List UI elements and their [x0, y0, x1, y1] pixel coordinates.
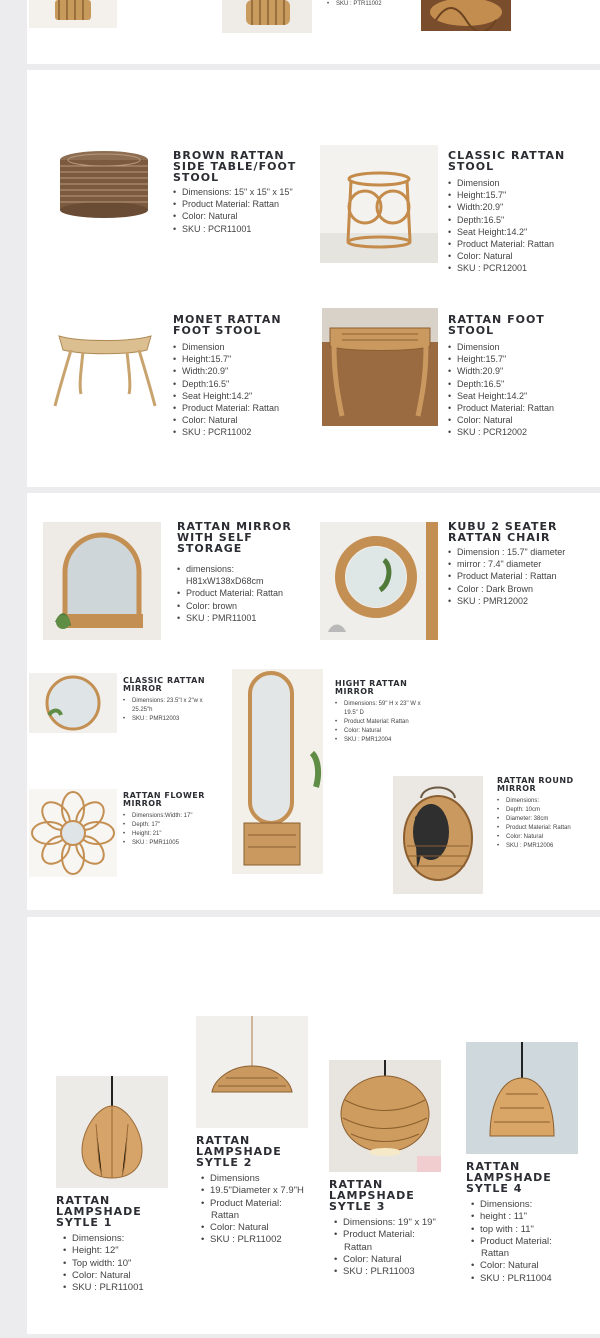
- product-image-rattan-foot-stool: [322, 308, 438, 426]
- product-image-stool-partial-3: [421, 0, 511, 31]
- product-specs: [334, 1217, 436, 1278]
- product-rattan-round-mirror: [497, 777, 581, 851]
- spec-item: • Depth: 10cm: [497, 806, 581, 815]
- spec-item: • Depth:16.5": [173, 378, 283, 390]
- product-specs: [173, 341, 283, 439]
- product-image-brown-rattan-side-table: [55, 148, 153, 220]
- spec-item: • Color: Natural: [63, 1270, 146, 1282]
- spec-item: • Dimension : 15.7" diameter: [448, 546, 565, 558]
- product-lampshade-style-2: [196, 1135, 304, 1247]
- spec-item: • SKU : PMR12003: [123, 715, 215, 724]
- product-title: RATTAN FOOT STOOL: [448, 313, 545, 337]
- spec-item: • mirror : 7.4" diameter: [448, 558, 565, 570]
- product-title: RATTAN FLOWER MIRROR: [123, 791, 205, 808]
- spec-item: • Product Material:: [471, 1236, 556, 1248]
- spec-item: • Dimensions: 23.5"l x 2"w x 25.25"h: [123, 697, 215, 715]
- catalog-page-stools: [27, 70, 600, 487]
- spec-item: • Color: Natural: [497, 833, 581, 842]
- spec-item: • Height:15.7": [448, 189, 568, 201]
- spec-item: • Product Material: Rattan: [177, 587, 317, 599]
- spec-item: • 19.5"Diameter x 7.9"H: [201, 1185, 304, 1197]
- product-specs: [448, 177, 568, 275]
- spec-item: • Width:20.9": [173, 365, 283, 377]
- spec-item: • Dimensions:: [497, 797, 581, 806]
- spec-item: • SKU : PMR12002: [448, 595, 565, 607]
- product-image-lampshade-style-4: [466, 1042, 578, 1154]
- spec-item: • Height: 12": [63, 1245, 146, 1257]
- spec-item: • SKU : PCR12002: [448, 426, 558, 438]
- product-specs: [335, 700, 435, 745]
- spec-item: • Color: Natural: [334, 1254, 436, 1266]
- spec-item: • SKU : PCR12001: [448, 262, 568, 274]
- spec-item: Rattan: [344, 1241, 372, 1253]
- spec-item: • Product Material: Rattan: [335, 718, 435, 727]
- spec-item: • Width:20.9": [448, 201, 568, 213]
- spec-item: • SKU : PMR11005: [123, 839, 207, 848]
- product-title: RATTAN LAMPSHADE SYTLE 2: [196, 1134, 282, 1169]
- spec-item: • Color: Natural: [448, 250, 568, 262]
- product-title: RATTAN LAMPSHADE SYTLE 4: [466, 1160, 552, 1195]
- catalog-page-lampshades: [27, 917, 600, 1334]
- spec-item: • SKU : PCR11002: [173, 426, 283, 438]
- spec-item: • Dimensions:: [63, 1233, 146, 1245]
- product-monet-rattan-foot-stool: [173, 314, 283, 439]
- product-title: KUBU 2 SEATER RATTAN CHAIR: [448, 520, 558, 544]
- spec-item: • SKU : PLR11004: [471, 1273, 556, 1285]
- product-image-rattan-flower-mirror: [29, 789, 117, 877]
- sku-fragment: • SKU : PTR11002: [327, 0, 382, 9]
- product-specs: [448, 341, 558, 439]
- product-specs: [123, 697, 215, 724]
- spec-item: H81xW138xD68cm: [186, 576, 264, 587]
- product-image-lampshade-style-3: [329, 1060, 441, 1172]
- spec-item: • Product Material : Rattan: [448, 570, 565, 582]
- product-image-stool-partial-1: [29, 0, 117, 28]
- product-title: RATTAN LAMPSHADE SYTLE 1: [56, 1194, 142, 1229]
- product-image-lampshade-style-2: [196, 1016, 308, 1128]
- spec-item: • Product Material: Rattan: [497, 824, 581, 833]
- product-specs: [63, 1233, 146, 1294]
- product-title: CLASSIC RATTAN MIRROR: [123, 676, 206, 693]
- spec-item: • SKU : PMR12004: [335, 736, 435, 745]
- spec-item: • Dimensions:: [471, 1199, 556, 1211]
- spec-item: • Product Material: Rattan: [448, 402, 558, 414]
- product-image-kubu-mirror: [320, 522, 438, 640]
- spec-item: • Dimensions: 59" H x 23" W x 19.5" D: [335, 700, 435, 718]
- spec-item: • Dimensions:Width: 17": [123, 812, 207, 821]
- spec-item: • Product Material: Rattan: [448, 238, 568, 250]
- product-kubu-2-seater: [448, 521, 565, 607]
- product-hight-rattan-mirror: [335, 680, 435, 745]
- product-image-rattan-mirror-self-storage: [43, 522, 161, 640]
- spec-item: • Height:15.7": [173, 353, 283, 365]
- product-title: RATTAN LAMPSHADE SYTLE 3: [329, 1178, 415, 1213]
- spec-item: • Dimensions: 15" x 15" x 15": [173, 186, 297, 198]
- product-image-classic-rattan-mirror: [29, 673, 117, 733]
- product-classic-rattan-mirror: [123, 677, 215, 724]
- spec-item: • Dimension: [448, 177, 568, 189]
- product-lampshade-style-1: [56, 1195, 146, 1294]
- product-specs: [201, 1173, 304, 1247]
- spec-item: • Color: brown: [177, 600, 317, 612]
- spec-item: Rattan: [211, 1209, 239, 1221]
- product-specs: [177, 563, 317, 624]
- spec-item: • Height:15.7": [448, 353, 558, 365]
- product-image-stool-partial-2: [222, 0, 312, 33]
- spec-item: Rattan: [481, 1248, 509, 1260]
- spec-item: • Dimensions: 19" x 19": [334, 1217, 436, 1229]
- spec-item: • Dimensions: [201, 1173, 304, 1185]
- spec-item: • Diameter: 38cm: [497, 815, 581, 824]
- spec-item: • Product Material:: [334, 1229, 436, 1241]
- product-title: BROWN RATTAN SIDE TABLE/FOOT STOOL: [173, 149, 297, 184]
- spec-item: • Seat Height:14.2": [173, 390, 283, 402]
- spec-item: • Seat Height:14.2": [448, 390, 558, 402]
- spec-item: • Product Material: Rattan: [173, 402, 283, 414]
- catalog-page-mirrors: [27, 493, 600, 910]
- spec-item: • Color: Natural: [201, 1222, 304, 1234]
- spec-item: • Height: 21": [123, 830, 207, 839]
- product-image-classic-rattan-stool: [320, 145, 438, 263]
- spec-item: • Top width: 10": [63, 1258, 146, 1270]
- product-title: RATTAN MIRROR WITH SELF STORAGE: [177, 520, 292, 555]
- spec-item: • Color: Natural: [173, 414, 283, 426]
- spec-item: • Depth: 17": [123, 821, 207, 830]
- spec-item: • dimensions:: [177, 563, 317, 575]
- product-rattan-flower-mirror: [123, 792, 207, 848]
- spec-item: • SKU : PCR11001: [173, 223, 297, 235]
- product-title: HIGHT RATTAN MIRROR: [335, 679, 408, 696]
- product-title: CLASSIC RATTAN STOOL: [448, 149, 566, 173]
- product-image-monet-rattan-foot-stool: [51, 320, 159, 410]
- product-classic-rattan-stool: [448, 150, 568, 275]
- product-specs: [471, 1199, 556, 1285]
- spec-item: • Color: Natural: [335, 727, 435, 736]
- spec-item: • SKU : PLR11001: [63, 1282, 146, 1294]
- product-lampshade-style-4: [466, 1161, 556, 1285]
- catalog-page-top: [27, 0, 600, 64]
- spec-item: • Product Material: Rattan: [173, 198, 297, 210]
- product-specs: [448, 546, 565, 607]
- product-rattan-foot-stool: [448, 314, 558, 439]
- product-specs: [173, 186, 297, 235]
- product-lampshade-style-3: [329, 1179, 436, 1278]
- spec-item: • SKU : PMR11001: [177, 612, 317, 624]
- spec-item: • height : 11": [471, 1211, 556, 1223]
- product-specs: [497, 797, 581, 851]
- spec-item: • Color: Natural: [173, 210, 297, 222]
- product-image-lampshade-style-1: [56, 1076, 168, 1188]
- spec-item: • Color : Dark Brown: [448, 583, 565, 595]
- product-title: MONET RATTAN FOOT STOOL: [173, 313, 282, 337]
- product-image-rattan-round-mirror: [393, 776, 483, 894]
- spec-item: • Seat Height:14.2": [448, 226, 568, 238]
- spec-item: • top with : 11": [471, 1224, 556, 1236]
- spec-item: • SKU : PLR11002: [201, 1234, 304, 1246]
- product-rattan-mirror-self-storage: [177, 521, 317, 624]
- spec-item: • Color: Natural: [448, 414, 558, 426]
- product-image-hight-rattan-mirror: [232, 669, 323, 874]
- spec-item: • SKU : PMR12006: [497, 842, 581, 851]
- product-title: RATTAN ROUND MIRROR: [497, 776, 574, 793]
- spec-item: • Dimension: [448, 341, 558, 353]
- product-brown-rattan-side-table: [173, 150, 297, 235]
- spec-item: • SKU : PLR11003: [334, 1266, 436, 1278]
- spec-item: • Dimension: [173, 341, 283, 353]
- product-specs: [123, 812, 207, 848]
- spec-item: • Depth:16.5": [448, 214, 568, 226]
- spec-item: • Depth:16.5": [448, 378, 558, 390]
- spec-item: • Color: Natural: [471, 1260, 556, 1272]
- spec-item: • Product Material:: [201, 1198, 304, 1210]
- spec-item: • Width:20.9": [448, 365, 558, 377]
